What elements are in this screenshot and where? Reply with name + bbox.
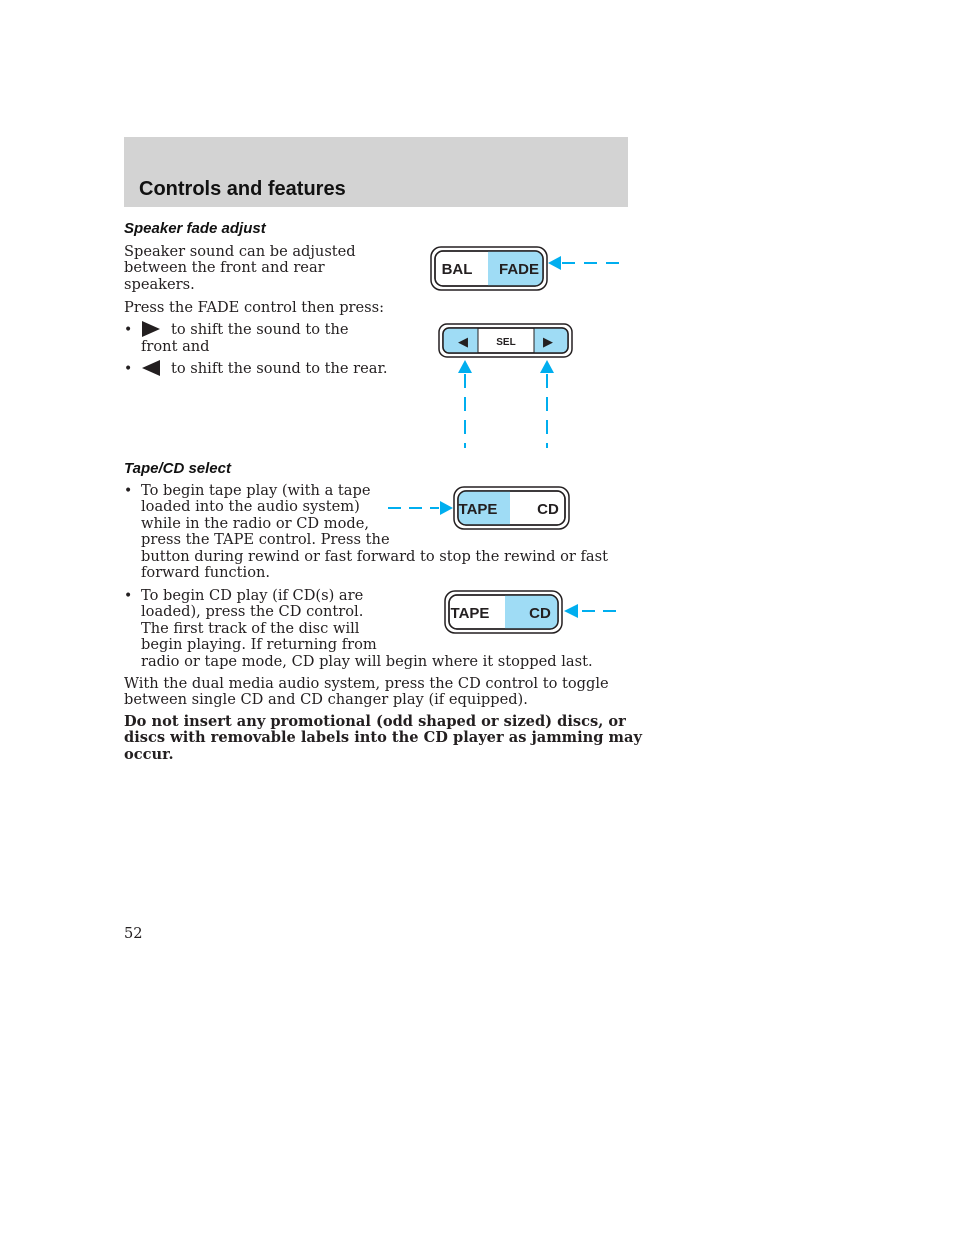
text-line: between single CD and CD changer play (if equipped). (124, 691, 528, 709)
text-line: press the TAPE control. Press the (141, 531, 390, 549)
page-number: 52 (124, 925, 143, 942)
text-line: Do not insert any promotional (odd shaped or sized) discs, or (124, 713, 626, 730)
left-arrow-icon (142, 360, 160, 376)
right-arrow-icon: ▶ (543, 334, 553, 349)
pointer-arrow-icon (458, 360, 472, 373)
bullet-dot: • (124, 322, 133, 338)
bullet-dot: • (124, 361, 133, 377)
cd-button-label: CD (537, 501, 559, 518)
fade-bullet-1-line-1: to shift the sound to the (171, 321, 349, 338)
tape-button-label: TAPE (458, 501, 498, 518)
text-line: loaded into the audio system) (141, 498, 360, 516)
pointer-arrow-icon (440, 501, 453, 515)
pointer-arrow-icon (564, 604, 578, 618)
left-arrow-icon: ◀ (458, 334, 468, 349)
bal-button-label: BAL (441, 261, 473, 278)
text-line: radio or tape mode, CD play will begin where it stopped last. (141, 652, 593, 670)
text-line: begin playing. If returning from (141, 636, 377, 654)
section-heading-tape: Tape/CD select (124, 460, 231, 477)
bullet-dot: • (124, 483, 133, 499)
pointer-arrow-icon (548, 256, 561, 270)
sel-button-label: SEL (496, 337, 516, 348)
text-line: With the dual media audio system, press the CD control to toggle (124, 675, 609, 692)
sel-diagram (430, 318, 580, 453)
fade-paragraph-1 (124, 244, 356, 293)
section-heading-fade: Speaker fade adjust (124, 220, 266, 237)
fade-bullet-1-line-2: front and (141, 338, 210, 355)
text-line: To begin tape play (with a tape (141, 482, 371, 499)
text-line: Speaker sound can be adjusted (124, 243, 356, 260)
fade-button-label: FADE (498, 261, 540, 278)
text-line: between the front and rear (124, 259, 325, 277)
bal-fade-diagram (420, 240, 635, 300)
bullet-dot: • (124, 588, 133, 604)
right-arrow-icon (142, 321, 160, 337)
tape-button-label: TAPE (450, 605, 490, 622)
text-line: discs with removable labels into the CD player as jamming may (124, 729, 642, 747)
cd-button-label: CD (529, 605, 551, 622)
cd-select-diagram (436, 587, 628, 639)
text-line: while in the radio or CD mode, (141, 514, 370, 532)
dual-media-paragraph (124, 676, 609, 709)
text-line: occur. (124, 745, 174, 763)
fade-paragraph-2: Press the FADE control then press: (124, 299, 385, 316)
text-line: speakers. (124, 275, 195, 293)
fade-bullet-2: to shift the sound to the rear. (171, 360, 388, 377)
text-line: button during rewind or fast forward to stop the rewind or fast (141, 547, 608, 565)
pointer-arrow-icon (540, 360, 554, 373)
text-line: loaded), press the CD control. (141, 603, 364, 621)
page-title: Controls and features (139, 178, 346, 200)
text-line: The first track of the disc will (141, 619, 360, 637)
text-line: To begin CD play (if CD(s) are (141, 587, 364, 604)
tape-select-diagram (380, 482, 580, 534)
text-line: forward function. (141, 564, 271, 582)
warning-paragraph (124, 714, 642, 763)
